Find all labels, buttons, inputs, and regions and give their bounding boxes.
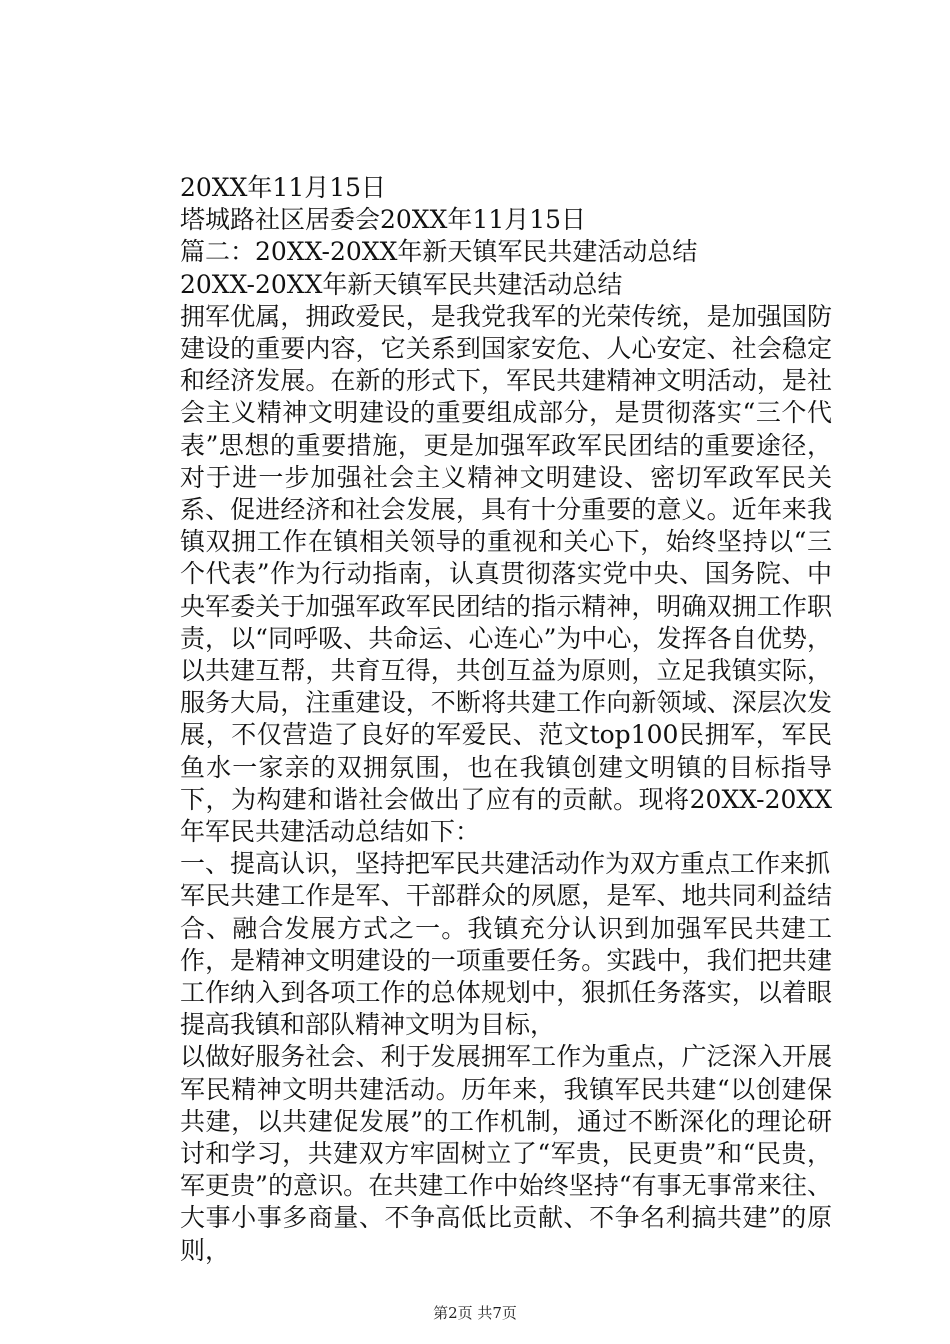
document-body xyxy=(132,172,832,1267)
document-title: 20XX-20XX年新天镇军民共建活动总结 xyxy=(180,269,623,299)
page-number: 第2页 共7页 xyxy=(433,1304,517,1322)
paragraph-2: 以做好服务社会、利于发展拥军工作为重点，广泛深入开展军民精神文明共建活动。历年来，我镇军民共建“以创建保共建，以共建促发展”的工作机制，通过不断深化的理论研讨和学习，共建双方牢固树立了“军贵，民更贵”和“民贵，军更贵”的意识。在共建工作中始终坚持“有事无事常来往、大事小事多商量、不争高低比贡献、不争名利搞共建”的原则， xyxy=(180,1042,832,1265)
paragraph-intro: 拥军优属，拥政爱民，是我党我军的光荣传统，是加强国防建设的重要内容，它关系到国家安危、人心安定、社会稳定和经济发展。在新的形式下，军民共建精神文明活动，是社会主义精神文明建设的重要组成部分，是贯彻落实“三个代表”思想的重要措施，更是加强军政军民团结的重要途径，对于进一步加强社会主义精神文明建设、密切军政军民关系、促进经济和社会发展，具有十分重要的意义。近年来我镇双拥工作在镇相关领导的重视和关心下，始终坚持以“三个代表”作为行动指南，认真贯彻落实党中央、国务院、中央军委关于加强军政军民团结的指示精神，明确双拥工作职责，以“同呼吸、共命运、心连心”为中心，发挥各自优势，以共建互帮，共育互得，共创互益为原则，立足我镇实际，服务大局，注重建设，不断将共建工作向新领域、深层次发展，不仅营造了良好的军爱民、范文top100民拥军，军民鱼水一家亲的双拥氛围，也在我镇创建文明镇的目标指导下，为构建和谐社会做出了应有的贡献。现将20XX-20XX年军民共建活动总结如下： xyxy=(180,301,832,846)
date-line: 20XX年11月15日 xyxy=(180,173,387,202)
section-heading: 篇二：20XX-20XX年新天镇军民共建活动总结 xyxy=(180,237,698,267)
section-heading-1: 一、提高认识，坚持把军民共建活动作为双方重点工作来抓 xyxy=(180,849,831,879)
signature-line: 塔城路社区居委会20XX年11月15日 xyxy=(180,205,587,235)
paragraph-1: 军民共建工作是军、干部群众的夙愿，是军、地共同利益结合、融合发展方式之一。我镇充分认识到加强军民共建工作，是精神文明建设的一项重要任务。实践中，我们把共建工作纳入到各项工作的总体规划中，狠抓任务落实，以着眼提高我镇和部队精神文明为目标， xyxy=(180,881,832,1040)
